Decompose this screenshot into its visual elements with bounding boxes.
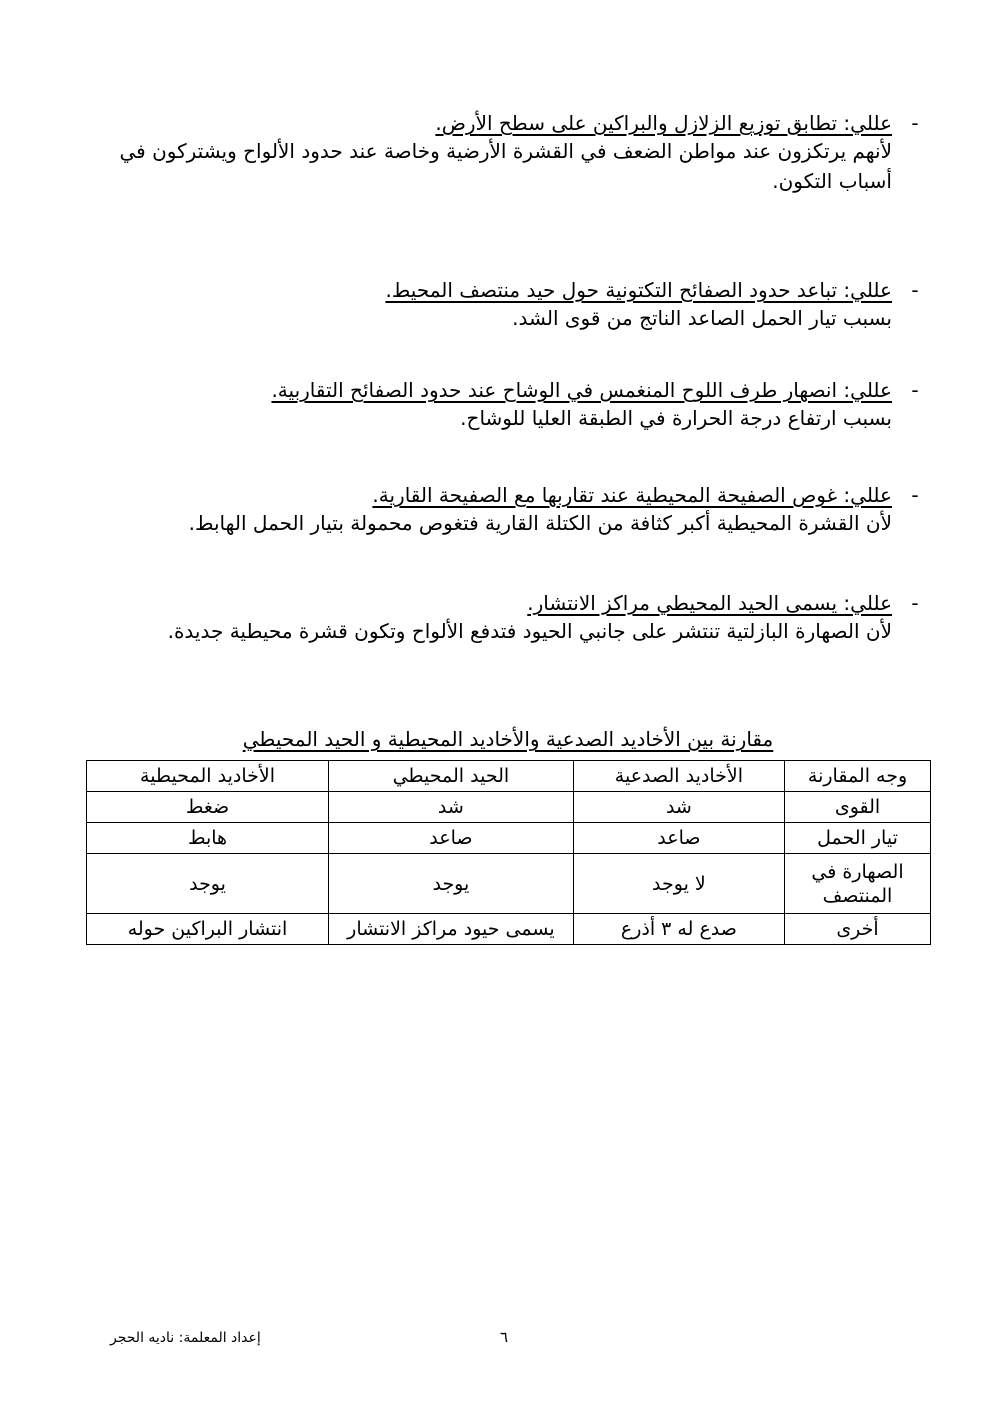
table-cell: صاعد — [329, 823, 574, 854]
table-cell: صدع له ٣ أذرع — [573, 914, 784, 945]
list-marker: - — [911, 378, 919, 402]
table-cell: تيار الحمل — [785, 823, 931, 854]
answer-5: لأن الصهارة البازلتية تنتشر على جانبي الحيود فتدفع الألواح وتكون قشرة محيطية جديدة. — [167, 619, 892, 643]
table-row — [87, 823, 931, 854]
table-cell: ضغط — [87, 792, 329, 823]
table-cell: انتشار البراكين حوله — [87, 914, 329, 945]
question-text: عللي: انصهار طرف اللوح المنغمس في الوشاح عند حدود الصفائح التقاربية. — [271, 378, 892, 402]
qa-item-4 — [92, 482, 922, 538]
question-text: عللي: تباعد حدود الصفائح التكتونية حول حيد منتصف المحيط. — [385, 278, 892, 302]
footer-credit: إعداد المعلمة: ناديه الحجر — [110, 1330, 261, 1346]
table-cell: أخرى — [785, 914, 931, 945]
question-4 — [92, 482, 922, 508]
table-cell: يسمى حيود مراكز الانتشار — [329, 914, 574, 945]
list-marker: - — [911, 483, 919, 507]
table-cell: شد — [329, 792, 574, 823]
qa-item-2 — [92, 277, 922, 333]
comparison-table — [86, 760, 931, 945]
question-3 — [92, 377, 922, 403]
table-cell: القوى — [785, 792, 931, 823]
answer-2: بسبب تيار الحمل الصاعد الناتج من قوى الشد. — [512, 306, 892, 330]
question-text: عللي: غوص الصفيحة المحيطية عند تقاربها مع الصفيحة القارية. — [372, 483, 892, 507]
table-row — [87, 854, 931, 914]
list-marker: - — [911, 591, 919, 615]
table-cell: لا يوجد — [573, 854, 784, 914]
table-caption — [86, 725, 930, 753]
question-2 — [92, 277, 922, 303]
table-cell: صاعد — [573, 823, 784, 854]
header-aspect: وجه المقارنة — [785, 761, 931, 792]
question-5 — [92, 590, 922, 616]
table-cell: هابط — [87, 823, 329, 854]
table-cell: الصهارة في المنتصف — [785, 854, 931, 914]
question-1 — [92, 110, 922, 136]
table-cell: يوجد — [87, 854, 329, 914]
page-number: ٦ — [500, 1328, 509, 1346]
table-row — [87, 792, 931, 823]
answer-3: بسبب ارتفاع درجة الحرارة في الطبقة العليا للوشاح. — [460, 406, 892, 430]
question-text: عللي: يسمى الحيد المحيطي مراكز الانتشار. — [527, 591, 892, 615]
list-marker: - — [911, 278, 919, 302]
table-caption-text: مقارنة بين الأخاديد الصدعية والأخاديد المحيطية و الحيد المحيطي — [242, 727, 774, 751]
qa-item-1 — [92, 110, 922, 196]
header-ocean-trenches: الأخاديد المحيطية — [87, 761, 329, 792]
table-cell: شد — [573, 792, 784, 823]
qa-item-5 — [92, 590, 922, 646]
header-rift-valleys: الأخاديد الصدعية — [573, 761, 784, 792]
list-marker: - — [911, 111, 919, 135]
table-row — [87, 914, 931, 945]
table-cell: يوجد — [329, 854, 574, 914]
qa-item-3 — [92, 377, 922, 433]
table-header-row — [87, 761, 931, 792]
answer-4: لأن القشرة المحيطية أكبر كثافة من الكتلة القارية فتغوص محمولة بتيار الحمل الهابط. — [188, 511, 892, 535]
answer-1: لأنهم يرتكزون عند مواطن الضعف في القشرة الأرضية وخاصة عند حدود الألواح ويشتركون في أسباب التكون. — [119, 139, 892, 193]
header-mid-ocean-ridge: الحيد المحيطي — [329, 761, 574, 792]
question-text: عللي: تطابق توزيع الزلازل والبراكين على سطح الأرض. — [435, 111, 892, 135]
